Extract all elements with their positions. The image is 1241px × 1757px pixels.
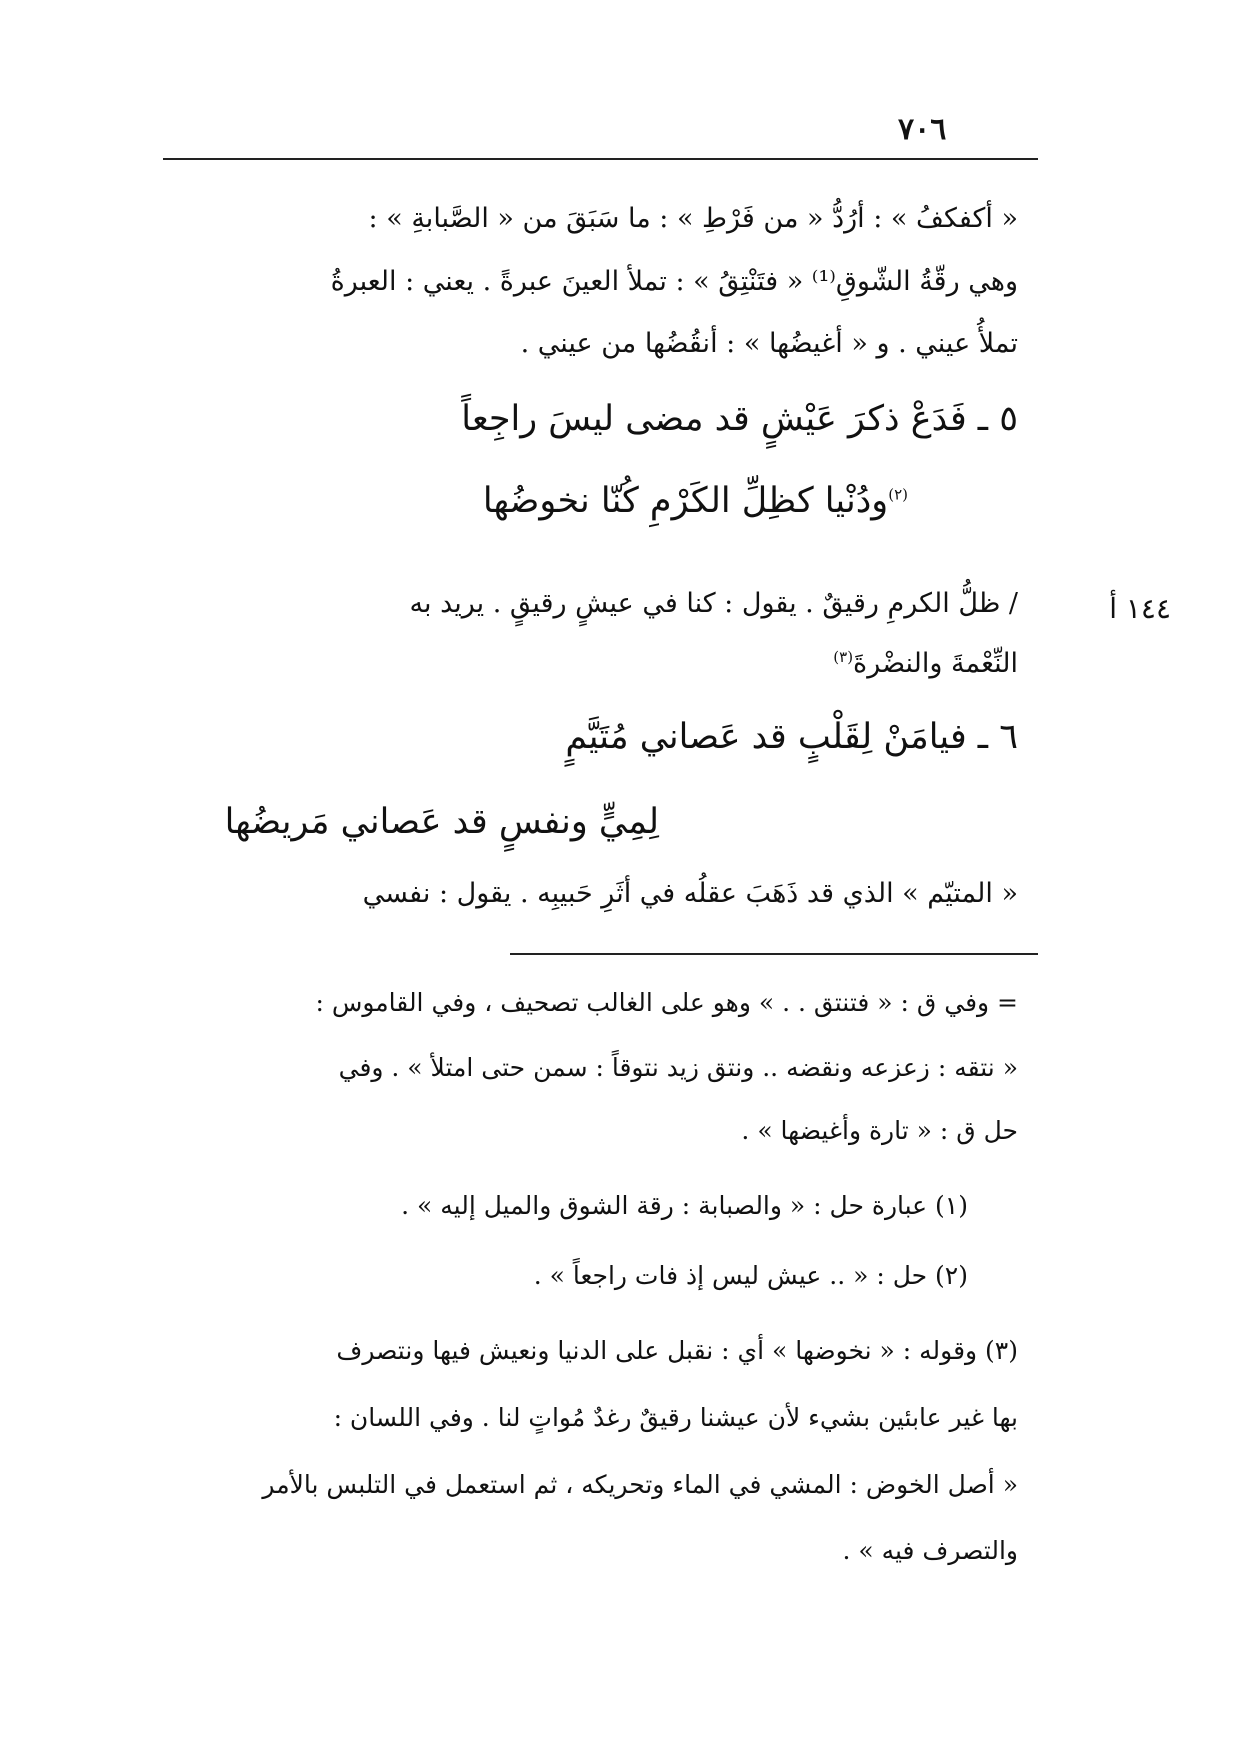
commentary-line: « أكفكفُ » : أرُدُّ « من فَرْطِ » : ما سَبَقَ من « الصَّبابةِ » :: [368, 203, 1018, 234]
commentary-line: « المتيّم » الذي قد ذَهَبَ عقلُه في أثَرِ حَبيبِه . يقول : نفسي: [362, 878, 1018, 909]
commentary-line: تملأُ عيني . و « أغيضُها » : أنقُضُها من عيني .: [520, 328, 1018, 359]
footnote-2: (٢) حل : « .. عيش ليس إذ فات راجعاً » .: [533, 1261, 968, 1290]
margin-folio-note: ١٤٤ أ: [1109, 592, 1171, 625]
footnote-rule: [510, 953, 1038, 955]
verse-text: ودُنْيا كظِلِّ الكَرْمِ كُنّا نخوضُها: [482, 481, 889, 521]
footnote-ref: (٣): [833, 648, 854, 666]
footnote-line: = وفي ق : « فتنتق . . » وهو على الغالب تصحيف ، وفي القاموس :: [315, 988, 1018, 1017]
footnote-3-line: بها غير عابئين بشيء لأن عيشنا رقيقٌ رغدٌ مُواتٍ لنا . وفي اللسان :: [333, 1403, 1018, 1432]
commentary-line: [178, 650, 1018, 677]
footnote-1: (١) عبارة حل : « والصبابة : رقة الشوق والميل إليه » .: [401, 1191, 968, 1220]
verse-6-first-hemistich: ٦ ـ فيامَنْ لِقَلْبٍ قد عَصاني مُتَيَّمٍ: [565, 717, 1018, 757]
footnote-line: « نتقه : زعزعه ونقضه .. ونتق زيد نتوقاً : سمن حتى امتلأ » . وفي: [338, 1053, 1018, 1082]
footnote-ref: (٢): [888, 485, 908, 504]
footnote-3-line: (٣) وقوله : « نخوضها » أي : نقبل على الدنيا ونعيش فيها ونتصرف: [336, 1336, 1018, 1365]
page-number: ٧٠٦: [898, 112, 947, 147]
footnote-3-line: « أصل الخوض : المشي في الماء وتحريكه ، ثم استعمل في التلبس بالأمر: [262, 1470, 1018, 1499]
verse-6-second-hemistich: لِمِيٍّ ونفسٍ قد عَصاني مَريضُها: [224, 802, 659, 842]
commentary-text: النِّعْمةَ والنضْرةَ: [853, 648, 1018, 679]
footnote-line: حل ق : « تارة وأغيضها » .: [741, 1116, 1018, 1145]
footnote-3-line: والتصرف فيه » .: [842, 1536, 1018, 1565]
header-rule: [163, 158, 1038, 160]
verse-5-second-hemistich: [482, 481, 908, 521]
commentary-line: / ظلُّ الكرمِ رقيقٌ . يقول : كنا في عيشٍ رقيقٍ . يريد به: [409, 588, 1018, 619]
verse-5-first-hemistich: ٥ ـ فَدَعْ ذكرَ عَيْشٍ قد مضى ليسَ راجِعاً: [461, 399, 1018, 439]
commentary-line: وهي رقّةُ الشّوقِ⁽¹⁾ « فتَنْتِقُ » : تملأ العينَ عبرةً . يعني : العبرةُ: [330, 266, 1018, 297]
